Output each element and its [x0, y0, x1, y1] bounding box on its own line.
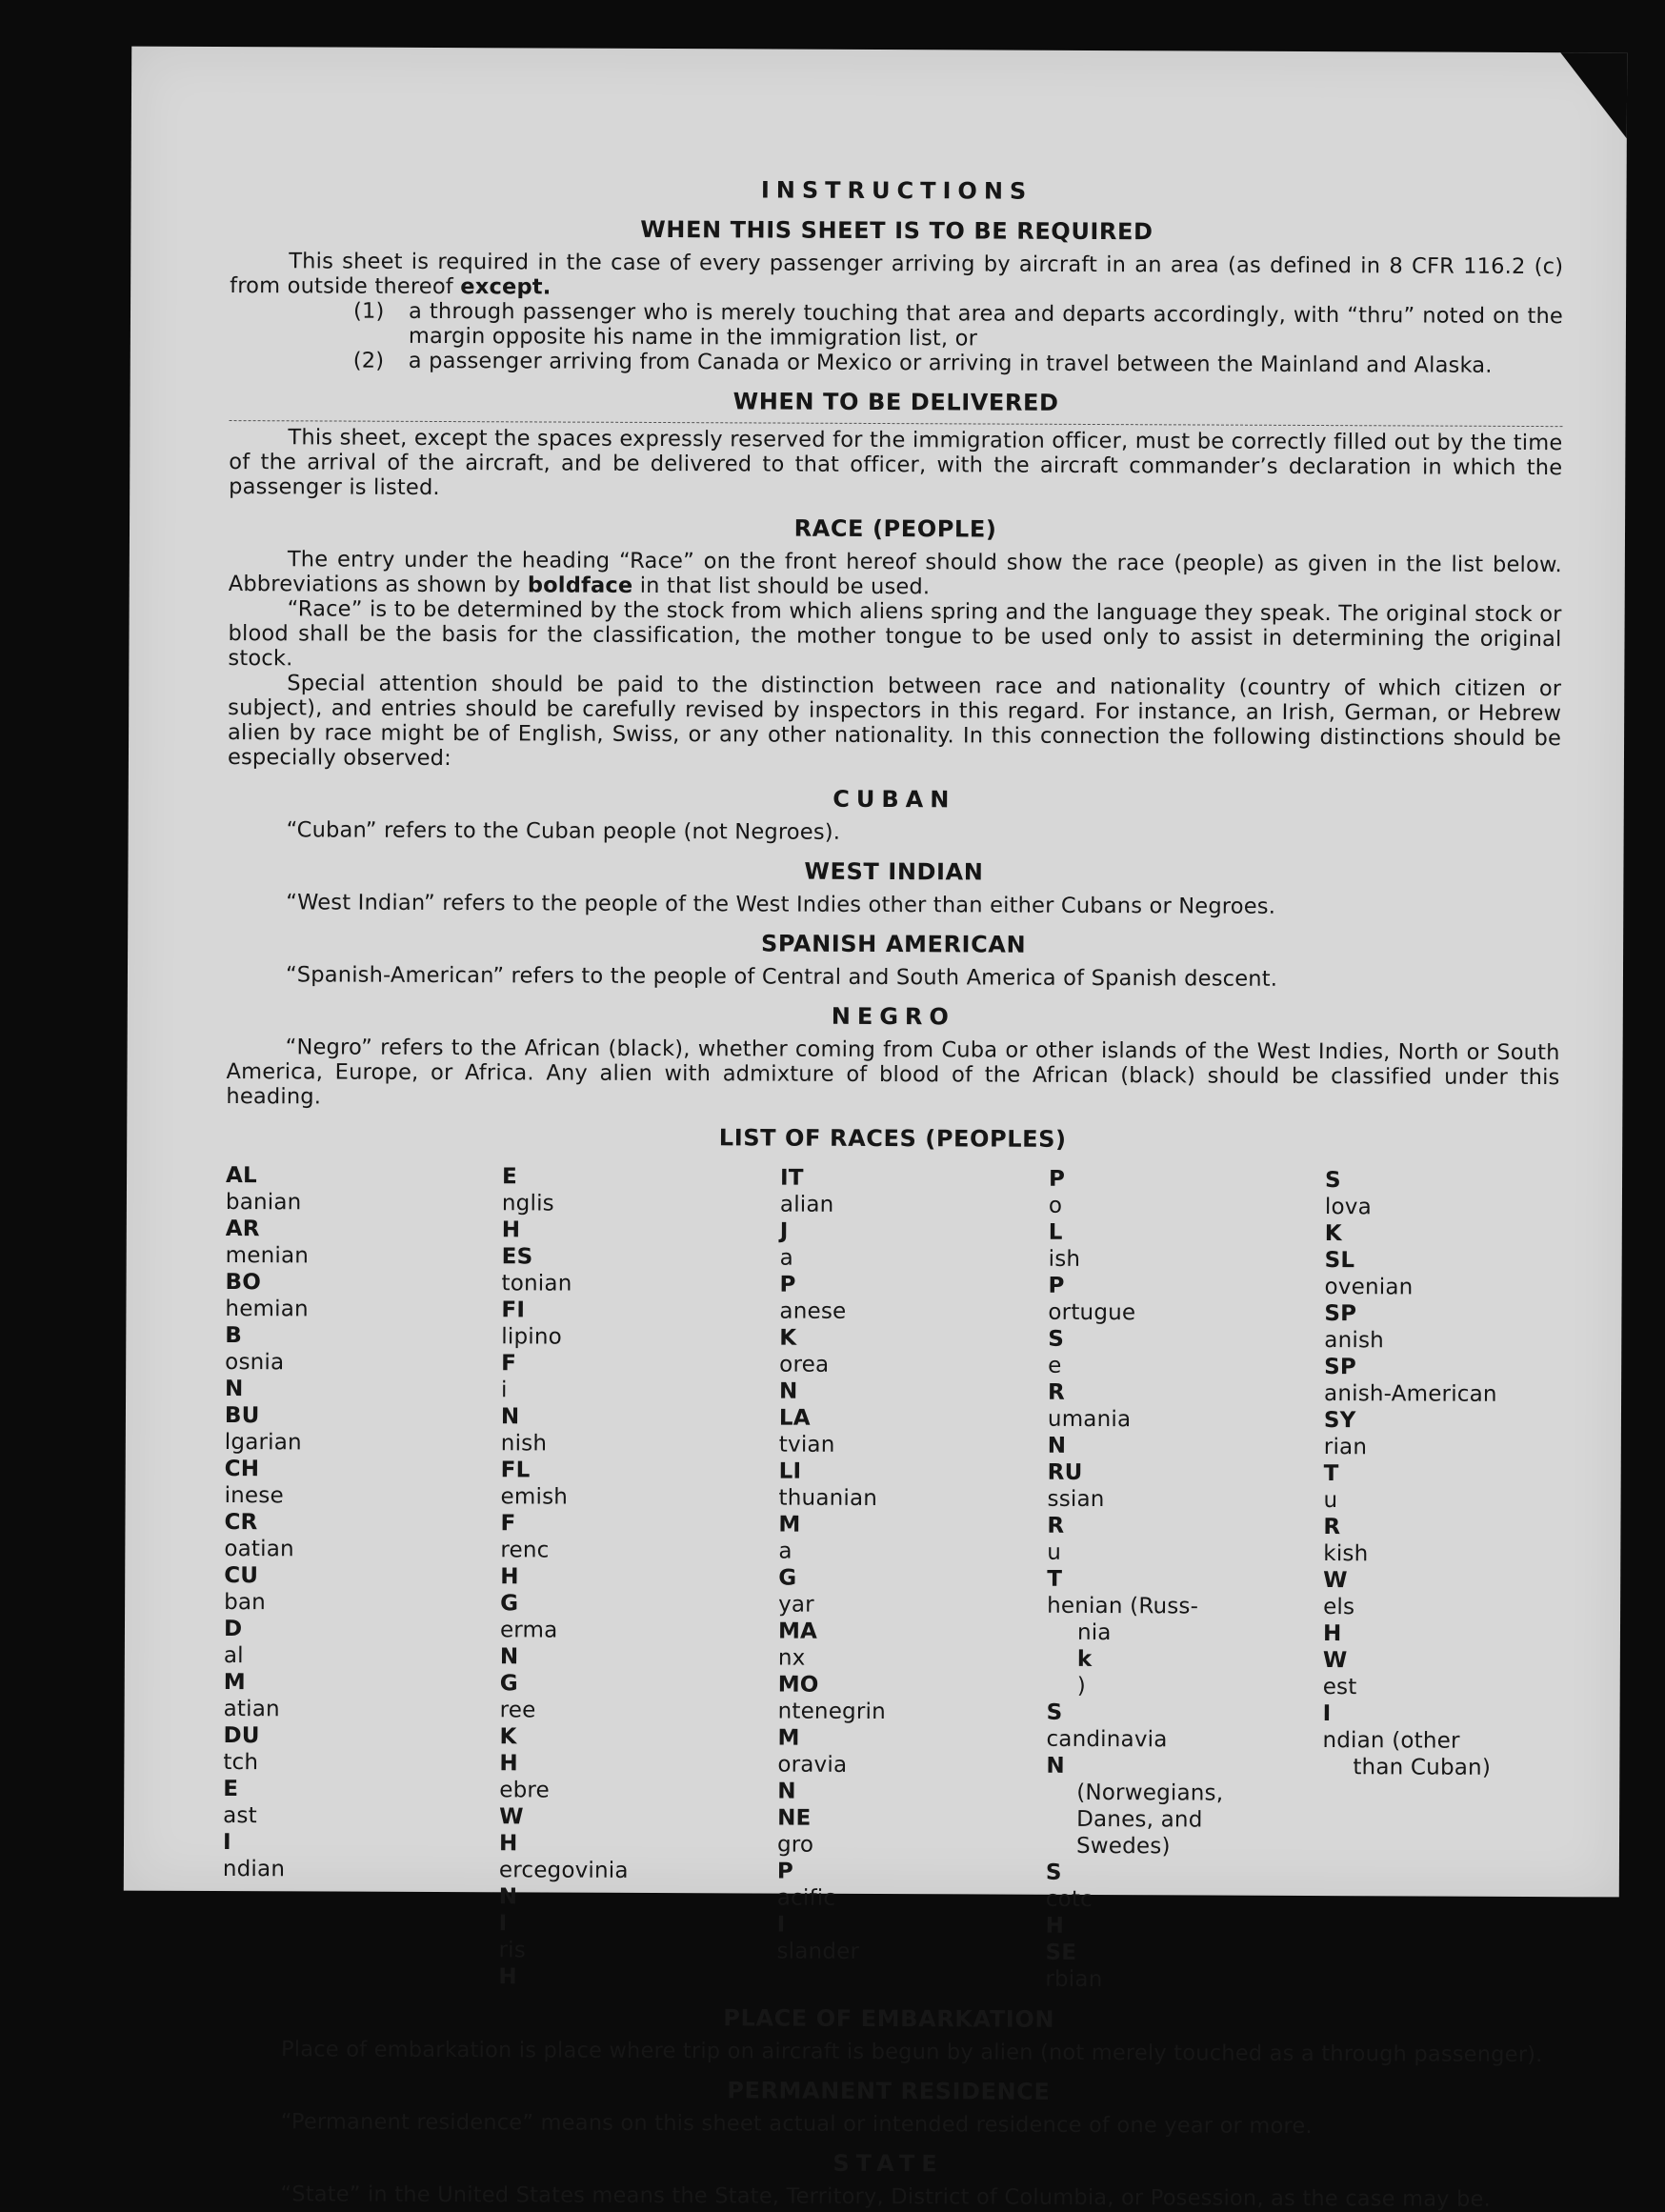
- race-abbrev-letter: F: [501, 1351, 517, 1377]
- race-text: lova: [1324, 1195, 1372, 1220]
- race-entry: [780, 1165, 1049, 1219]
- race-text: nish: [500, 1431, 548, 1457]
- race-abbrev-letter: G: [778, 1565, 797, 1591]
- race-text: hemian: [225, 1297, 309, 1322]
- race-text: ndian: [222, 1857, 286, 1882]
- race-abbrev-letter: I: [222, 1830, 231, 1856]
- race-text: tvian: [778, 1432, 835, 1458]
- race-text: gro: [776, 1832, 814, 1858]
- race-entry: [1325, 1167, 1559, 1248]
- race-abbrev-letter: G: [499, 1671, 518, 1697]
- race-text: renc: [500, 1538, 550, 1563]
- race-entry: [1046, 1860, 1322, 1941]
- race-entry: [1323, 1567, 1557, 1648]
- race-paragraph-3: Special attention should be paid to the distinction between race and nationality (country of which citizen or subject), and entries should be carefully revised by inspectors in this regard. For instance, an Irish, German, or Hebrew alien by race might be of English, Swiss, or any other nationality. In this connection the following distinctions should be especially observed:: [227, 671, 1562, 772]
- race-entry: [1048, 1273, 1324, 1380]
- when-delivered-text: This sheet, except the spaces expressly reserved for the immigration officer, must be correctly filled out by the time of the arrival of the aircraft, and be delivered to that officer, with the aircraft commander’s declaration in which the passenger is listed.: [229, 420, 1562, 505]
- race-entry: [225, 1402, 501, 1457]
- race-column-2: [498, 1163, 780, 1991]
- permanent-residence-text: “Permanent residence” means on this sheet actual or intended residence of one year or more.: [280, 2109, 1313, 2140]
- embarkation-heading: PLACE OF EMBARKATION: [723, 2004, 1055, 2033]
- race-abbrev-letter: M: [778, 1512, 801, 1538]
- race-abbrev-letter: SP: [1324, 1355, 1357, 1380]
- race-text: tch: [223, 1750, 259, 1776]
- race-text: emish: [500, 1484, 569, 1510]
- folded-corner: [1560, 52, 1627, 138]
- race-text: than Cuban): [1353, 1755, 1492, 1780]
- race-abbrev-letter: I: [498, 1911, 508, 1937]
- race-abbrev-letter: P: [1048, 1273, 1065, 1298]
- race-abbrev-letter: CR: [224, 1510, 258, 1536]
- race-abbrev-letter: W: [1322, 1648, 1348, 1674]
- race-abbrev-letter: LI: [778, 1458, 802, 1484]
- race-entry: [224, 1509, 500, 1563]
- race-text: est: [1322, 1675, 1357, 1700]
- race-entry: [1322, 1647, 1556, 1755]
- race-text: tonian: [501, 1271, 572, 1297]
- race-abbrev-letter: L: [1048, 1219, 1063, 1245]
- race-entry: [1046, 1833, 1322, 1860]
- race-text: candinavia: [1046, 1726, 1168, 1753]
- race-abbrev-letter: k: [1076, 1646, 1093, 1672]
- race-text: slander: [776, 1939, 860, 1964]
- race-abbrev-letter: FL: [500, 1458, 531, 1483]
- race-entry: [501, 1350, 779, 1458]
- race-text: ercegovinia: [498, 1858, 629, 1883]
- race-text: kish: [1323, 1541, 1369, 1567]
- race-text: ovenian: [1324, 1275, 1414, 1300]
- race-text: menian: [225, 1243, 310, 1269]
- race-entry: [225, 1269, 501, 1323]
- race-abbrev-letter: H: [501, 1217, 521, 1243]
- race-abbrev-letter: I: [776, 1912, 786, 1938]
- race-heading: RACE (PEOPLE): [793, 514, 997, 543]
- race-entry: [223, 1722, 499, 1777]
- race-entry: [500, 1590, 778, 1671]
- race-abbrev-letter: MA: [777, 1619, 818, 1644]
- race-abbrev-letter: R: [1048, 1379, 1066, 1405]
- race-abbrev-letter: ES: [501, 1244, 533, 1270]
- race-text: u: [1323, 1488, 1338, 1514]
- race-text: ris: [498, 1938, 527, 1963]
- race-abbrev-letter: K: [779, 1325, 797, 1351]
- race-abbrev-letter: SE: [1045, 1940, 1077, 1965]
- race-text: ortugue: [1048, 1299, 1136, 1326]
- race-abbrev-letter: R: [1323, 1515, 1341, 1540]
- race-text: alian: [779, 1192, 834, 1217]
- race-text: ast: [223, 1803, 257, 1829]
- race-abbrev-letter: LA: [778, 1405, 811, 1431]
- document-sheet: [124, 47, 1627, 2212]
- race-text: atian: [223, 1697, 280, 1722]
- race-entry: [500, 1510, 778, 1591]
- race-abbrev-letter: K: [499, 1724, 517, 1750]
- spanish-american-heading: SPANISH AMERICAN: [761, 930, 1027, 958]
- race-abbrev-letter: N: [225, 1377, 244, 1402]
- race-abbrev-letter: I: [1322, 1701, 1332, 1727]
- race-abbrev-letter: W: [1323, 1568, 1348, 1594]
- race-text: ssian: [1047, 1486, 1105, 1513]
- race-entry: [1047, 1619, 1323, 1700]
- negro-text: “Negro” refers to the African (black), whether coming from Cuba or other islands of the West Indies, North or South America, Europe, or Africa. Any alien with admixture of blood of the African (black) should be classified under this heading.: [226, 1035, 1560, 1110]
- race-entry: [226, 1162, 502, 1217]
- race-abbrev-letter: N: [779, 1378, 798, 1404]
- race-text: banian: [225, 1190, 302, 1216]
- race-entry: [1047, 1513, 1323, 1620]
- race-text: u: [1047, 1539, 1062, 1565]
- race-abbrev-letter: N: [500, 1404, 520, 1430]
- state-heading: STATE: [832, 2149, 944, 2178]
- race-entry: [1046, 1699, 1322, 1780]
- race-text: ntenegrin: [777, 1699, 886, 1725]
- race-abbrev-letter: H: [498, 1831, 518, 1857]
- race-abbrev-letter: T: [1047, 1566, 1063, 1592]
- race-abbrev-letter: H: [1045, 1913, 1065, 1939]
- race-abbrev-letter: FI: [501, 1297, 526, 1323]
- instructions-content: [221, 174, 1563, 2212]
- race-text: oravia: [777, 1752, 848, 1778]
- race-abbrev-letter: P: [776, 1859, 793, 1884]
- race-text: orea: [779, 1352, 830, 1377]
- state-text: “State” in the United States means the State, Territory, District of Columbia, or Posession, as the case may be.: [280, 2182, 1492, 2212]
- race-abbrev-letter: T: [1323, 1461, 1339, 1487]
- race-text: anish-American: [1324, 1381, 1497, 1407]
- race-text: ree: [499, 1698, 536, 1723]
- race-entry: [502, 1163, 780, 1244]
- race-abbrev-letter: S: [1045, 1860, 1062, 1885]
- race-abbrev-letter: SL: [1324, 1248, 1355, 1274]
- race-abbrev-letter: SP: [1324, 1301, 1357, 1327]
- instructions-title: INSTRUCTIONS: [760, 176, 1033, 205]
- race-text: lipino: [501, 1324, 563, 1350]
- race-text: Danes, and: [1076, 1806, 1203, 1833]
- race-text: ish: [1048, 1246, 1081, 1272]
- race-entry: [778, 1619, 1047, 1673]
- race-abbrev-letter: N: [777, 1779, 796, 1804]
- race-abbrev-letter: E: [502, 1164, 518, 1190]
- race-entry: [779, 1458, 1048, 1513]
- race-text: erma: [499, 1618, 558, 1643]
- race-abbrev-letter: E: [223, 1777, 239, 1802]
- race-abbrev-letter: D: [223, 1617, 243, 1642]
- race-text: e: [1048, 1353, 1062, 1378]
- race-abbrev-letter: M: [777, 1725, 800, 1751]
- race-entry: [1324, 1407, 1558, 1461]
- race-entry: [1324, 1354, 1558, 1408]
- race-text: i: [501, 1377, 508, 1403]
- race-entry: [1324, 1300, 1558, 1355]
- when-delivered-heading: WHEN TO BE DELIVERED: [732, 388, 1059, 416]
- race-text: a: [779, 1245, 794, 1271]
- exception-item-2: (2) a passenger arriving from Canada or Mexico or arriving in travel between the Mainland and Alaska.: [352, 348, 1493, 378]
- race-abbrev-letter: IT: [779, 1165, 804, 1191]
- race-abbrev-letter: M: [223, 1670, 246, 1696]
- race-abbrev-letter: S: [1324, 1168, 1341, 1194]
- race-text: els: [1323, 1595, 1355, 1620]
- race-abbrev-letter: H: [498, 1964, 517, 1990]
- race-text: ban: [224, 1590, 267, 1616]
- race-entry: [1323, 1460, 1557, 1568]
- cuban-text: “Cuban” refers to the Cuban people (not Negroes).: [286, 817, 841, 845]
- race-text: nia: [1076, 1619, 1112, 1646]
- race-entry: [226, 1216, 502, 1270]
- spanish-american-text: “Spanish-American” refers to the people of Central and South America of Spanish descent.: [285, 962, 1278, 992]
- race-entry: [779, 1325, 1048, 1406]
- race-abbrev-letter: CH: [224, 1457, 260, 1482]
- race-abbrev-letter: MO: [777, 1672, 819, 1698]
- race-abbrev-letter: N: [1047, 1433, 1067, 1458]
- west-indian-text: “West Indian” refers to the people of the West Indies other than either Cubans or Negroes.: [286, 890, 1276, 919]
- when-required-intro: This sheet is required in the case of every passenger arriving by aircraft in an area (as defined in 8 CFR 116.2 (c) from outside thereof except.: [230, 249, 1564, 300]
- race-paragraph-2: “Race” is to be determined by the stock from which aliens spring and the language they speak. The original stock or blood shall be the basis for the classification, the mother tongue to be used only to assist in determining the original stock.: [228, 596, 1562, 672]
- race-entry: [501, 1297, 779, 1351]
- race-abbrev-letter: N: [499, 1644, 519, 1670]
- race-column-3: [776, 1165, 1049, 1993]
- race-abbrev-letter: AR: [225, 1217, 260, 1242]
- race-entry: [1046, 1806, 1322, 1834]
- race-entry: [499, 1750, 777, 1831]
- race-abbrev-letter: B: [225, 1323, 243, 1349]
- exception-item-1: (1) a through passenger who is merely touching that area and departs accordingly, with “thru” noted on the margin opposite his name in the immigration list, or: [352, 298, 1564, 352]
- race-text: al: [223, 1643, 244, 1669]
- race-text: cotc: [1045, 1886, 1093, 1913]
- race-text: (Norwegians,: [1076, 1780, 1224, 1806]
- race-abbrev-letter: J: [779, 1218, 789, 1244]
- race-abbrev-letter: P: [1048, 1166, 1066, 1192]
- race-entry: [777, 1725, 1046, 1806]
- race-entry: [778, 1672, 1047, 1726]
- race-text: henian (Russ-: [1047, 1593, 1199, 1619]
- race-abbrev-letter: W: [499, 1804, 524, 1830]
- race-text: yar: [778, 1592, 814, 1618]
- race-text: o: [1048, 1193, 1063, 1218]
- race-entry: [1322, 1754, 1556, 1781]
- race-text: umania: [1047, 1406, 1132, 1433]
- race-entry: [776, 1859, 1045, 1966]
- race-column-4: [1045, 1166, 1325, 1994]
- race-entry: [501, 1457, 779, 1511]
- race-entry: [1049, 1166, 1325, 1274]
- race-abbrev-letter: BU: [224, 1403, 260, 1429]
- race-text: ): [1076, 1673, 1086, 1699]
- race-entry: [502, 1243, 780, 1297]
- race-entry: [1045, 1940, 1321, 1994]
- race-text: nglis: [501, 1191, 554, 1217]
- race-abbrev-letter: SY: [1323, 1408, 1356, 1434]
- race-text: ebre: [499, 1778, 550, 1803]
- race-text: ndian (other: [1322, 1728, 1460, 1754]
- race-text: thuanian: [778, 1485, 878, 1512]
- race-abbrev-letter: RU: [1047, 1459, 1083, 1485]
- race-text: nx: [777, 1645, 806, 1671]
- race-text: lgarian: [224, 1430, 302, 1456]
- race-text: a: [778, 1538, 792, 1564]
- race-entry: [779, 1405, 1048, 1459]
- race-entry: [225, 1322, 501, 1403]
- race-entry: [499, 1670, 777, 1751]
- when-required-heading: WHEN THIS SHEET IS TO BE REQUIRED: [640, 215, 1153, 246]
- race-abbrev-letter: DU: [223, 1723, 260, 1749]
- race-abbrev-letter: CU: [224, 1563, 259, 1589]
- race-text: Swedes): [1075, 1833, 1171, 1860]
- embarkation-text: Place of embarkation is place where trip on aircraft is begun by alien (not merely touched as a through passenger).: [281, 2037, 1543, 2068]
- race-text: rian: [1323, 1435, 1368, 1460]
- race-paragraph-1: The entry under the heading “Race” on the front hereof should show the race (people) as given in the list below. Abbreviations as shown by boldface in that list should be used.: [228, 547, 1562, 600]
- race-entry: [1324, 1247, 1558, 1301]
- race-abbrev-letter: P: [779, 1272, 796, 1297]
- west-indian-heading: WEST INDIAN: [804, 857, 984, 886]
- race-abbrev-letter: G: [500, 1591, 519, 1617]
- race-entry: [777, 1805, 1046, 1860]
- race-column-5: [1321, 1167, 1559, 1995]
- race-entry: [499, 1830, 777, 1911]
- race-text: anish: [1324, 1328, 1384, 1354]
- race-abbrev-letter: H: [1322, 1621, 1342, 1647]
- race-text: inese: [224, 1483, 284, 1509]
- race-abbrev-letter: N: [498, 1884, 518, 1910]
- race-entry: [224, 1616, 500, 1723]
- cuban-heading: CUBAN: [832, 785, 956, 814]
- race-column-1: [222, 1162, 502, 1990]
- race-entry: [778, 1512, 1047, 1619]
- race-abbrev-letter: K: [1324, 1221, 1342, 1247]
- race-abbrev-letter: NE: [777, 1805, 812, 1831]
- race-abbrev-letter: R: [1047, 1513, 1065, 1538]
- permanent-residence-heading: PERMANENT RESIDENCE: [727, 2077, 1051, 2105]
- race-text: acific: [776, 1885, 836, 1911]
- race-entry: [225, 1456, 501, 1510]
- race-entry: [224, 1562, 500, 1617]
- race-list: [222, 1162, 1559, 1995]
- race-abbrev-letter: AL: [226, 1163, 257, 1189]
- race-abbrev-letter: S: [1046, 1699, 1063, 1725]
- race-abbrev-letter: S: [1048, 1326, 1065, 1352]
- race-entry: [779, 1218, 1048, 1326]
- negro-heading: NEGRO: [831, 1002, 955, 1031]
- race-entry: [1046, 1780, 1322, 1807]
- race-text: anese: [779, 1298, 847, 1324]
- race-abbrev-letter: H: [500, 1564, 519, 1590]
- list-of-races-heading: LIST OF RACES (PEOPLES): [718, 1124, 1067, 1153]
- race-text: osnia: [225, 1350, 285, 1376]
- race-abbrev-letter: BO: [225, 1270, 262, 1296]
- race-abbrev-letter: H: [499, 1751, 518, 1777]
- race-entry: [223, 1776, 499, 1883]
- race-entry: [1048, 1459, 1324, 1514]
- race-text: oatian: [224, 1537, 294, 1562]
- race-abbrev-letter: N: [1046, 1753, 1065, 1779]
- race-text: rbian: [1045, 1966, 1103, 1993]
- race-abbrev-letter: F: [500, 1511, 516, 1537]
- race-entry: [1048, 1379, 1324, 1460]
